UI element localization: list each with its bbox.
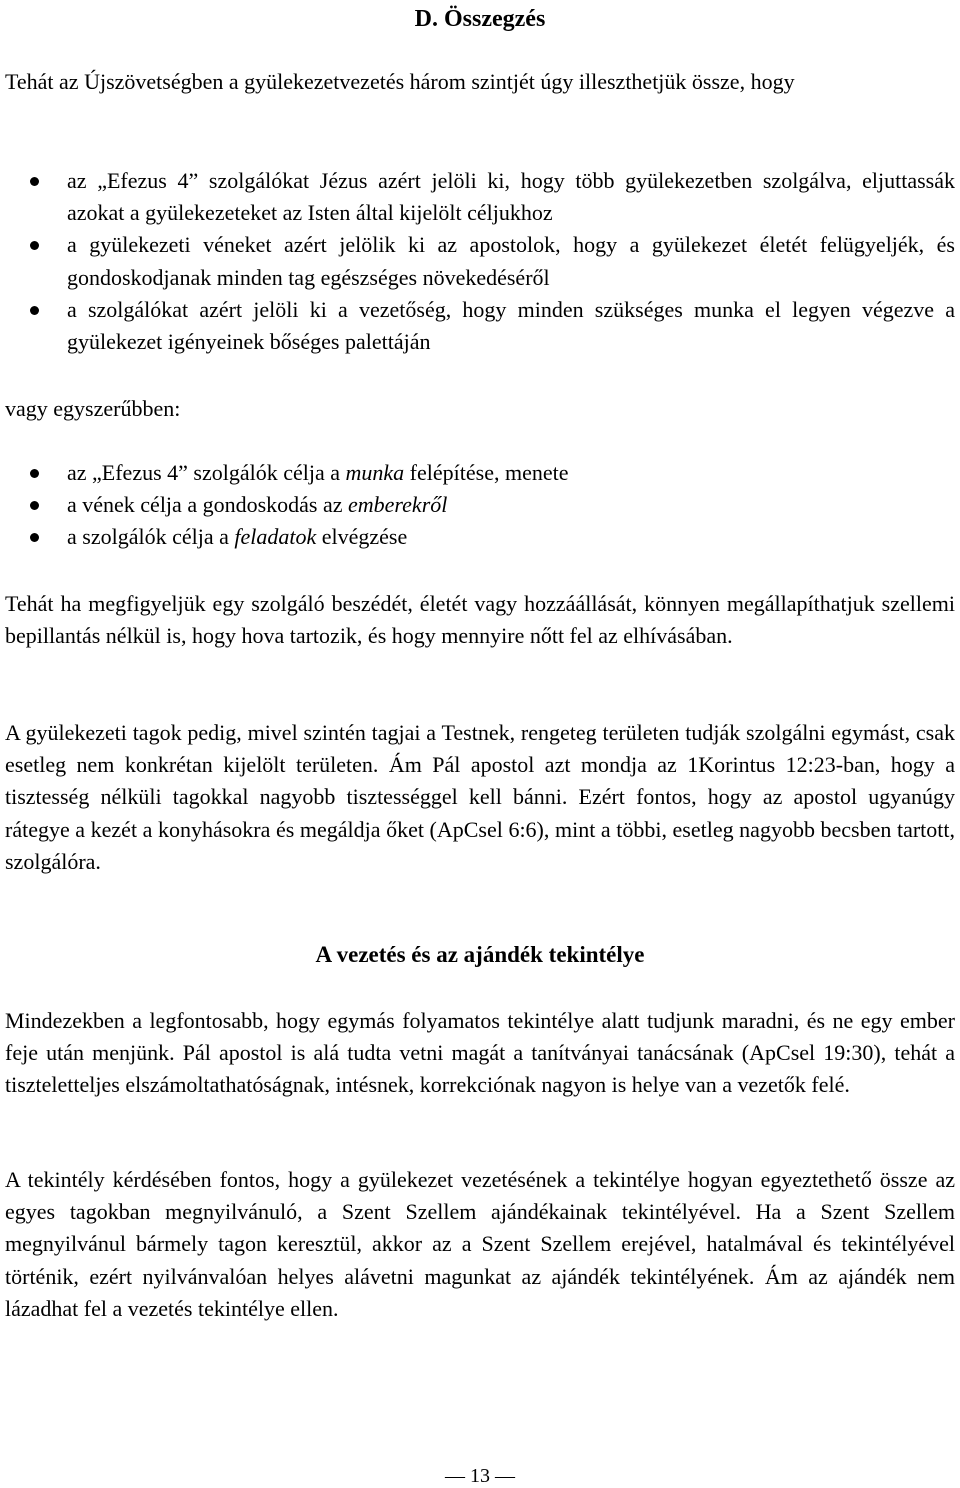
bullet-icon	[30, 469, 39, 478]
bullet-emphasis: emberekről	[348, 492, 448, 518]
simpler-line: vagy egyszerűbben:	[5, 396, 181, 421]
bullet-icon	[30, 177, 39, 186]
body-paragraph: Mindezekben a legfontosabb, hogy egymás folyamatos tekintélye alatt tudjunk maradni, és ne egy ember feje után menjünk. Pál apostol is alá tudta vetni magát a tanítványai tanácsának (ApCsel 19:30), tehát a tiszteletteljes elszámoltathatóságnak, intésnek, korrekciónak nagyon is helye van a vezetők felé.	[5, 1008, 955, 1098]
bullet-text: a gyülekezeti véneket azért jelölik ki az apostolok, hogy a gyülekezet életét felügyeljék, és gondoskodjanak minden tag egészséges növekedéséről	[67, 232, 955, 290]
bullet-item	[0, 457, 955, 489]
bullet-text-after: felépítése, menete	[404, 460, 569, 485]
body-paragraph: A gyülekezeti tagok pedig, mivel szintén tagjai a Testnek, rengeteg területen tudják szolgálni egymást, csak esetleg nem konkrétan kijelölt területen. Ám Pál apostol azt mondja az 1Korintus 12:23-ban, hogy a tisztesség nélküli tagokkal nagyobb tisztességgel kell bánni. Ezért fontos, hogy az apostol ugyanúgy rátegye a kezét a konyhásokra és megáldja őket (ApCsel 6:6), mint a többi, esetleg nagyobb becsben tartott, szolgálóra.	[5, 720, 955, 874]
bullet-text-before: az „Efezus 4” szolgálók célja a	[67, 460, 346, 485]
page-number: — 13 —	[445, 1465, 515, 1487]
bullet-emphasis: feladatok	[234, 524, 317, 550]
bullet-icon	[30, 306, 39, 315]
bullet-text-after: elvégzése	[316, 524, 408, 550]
bullet-icon	[30, 241, 39, 250]
bullet-emphasis: munka	[345, 460, 405, 485]
bullet-item	[0, 489, 955, 521]
bullet-icon	[30, 533, 39, 542]
bullet-item	[0, 521, 955, 553]
intro-paragraph: Tehát az Újszövetségben a gyülekezetvezetés három szintjét úgy illeszthetjük össze, hogy	[5, 69, 795, 94]
bullet-item	[0, 165, 955, 229]
bullet-text-before: a vének célja a gondoskodás az	[67, 492, 348, 518]
bullet-text: a szolgálókat azért jelöli ki a vezetőség, hogy minden szükséges munka el legyen végezve a gyülekezet igényeinek bőséges palettáján	[67, 296, 955, 355]
bullet-icon	[30, 501, 39, 510]
bullet-text-before: a szolgálók célja a	[67, 524, 235, 550]
body-paragraph: Tehát ha megfigyeljük egy szolgáló beszédét, életét vagy hozzáállását, könnyen megállapíthatjuk szellemi bepillantás nélkül is, hogy hova tartozik, és hogy mennyire nőtt fel az elhívásában.	[5, 591, 955, 649]
bullet-item	[0, 229, 955, 293]
bullet-item	[0, 294, 955, 358]
subsection-heading: A vezetés és az ajándék tekintélye	[315, 942, 645, 967]
body-paragraph: A tekintély kérdésében fontos, hogy a gyülekezet vezetésének a tekintélye hogyan egyeztethető össze az egyes tagokban megnyilvánuló, a Szent Szellem ajándékainak tekintélyével. Ha a Szent Szellem megnyilvánul bármely tagon keresztül, akkor az a Szent Szellem erejével, hatalmával és tekintélyével történik, ezért nyilvánvalóan helyes alávetni magunkat az ajándék tekintélyének. Ám az ajándék nem lázadhat fel a vezetés tekintélye ellen.	[5, 1167, 955, 1321]
bullet-text: az „Efezus 4” szolgálókat Jézus azért jelöli ki, hogy több gyülekezetben szolgálva, eljuttassák azokat a gyülekezeteket az Isten által kijelölt céljukhoz	[67, 168, 955, 226]
goals-bullet-list	[0, 165, 955, 358]
simpler-bullet-list	[0, 457, 955, 554]
section-title: D. Összegzés	[414, 6, 546, 32]
